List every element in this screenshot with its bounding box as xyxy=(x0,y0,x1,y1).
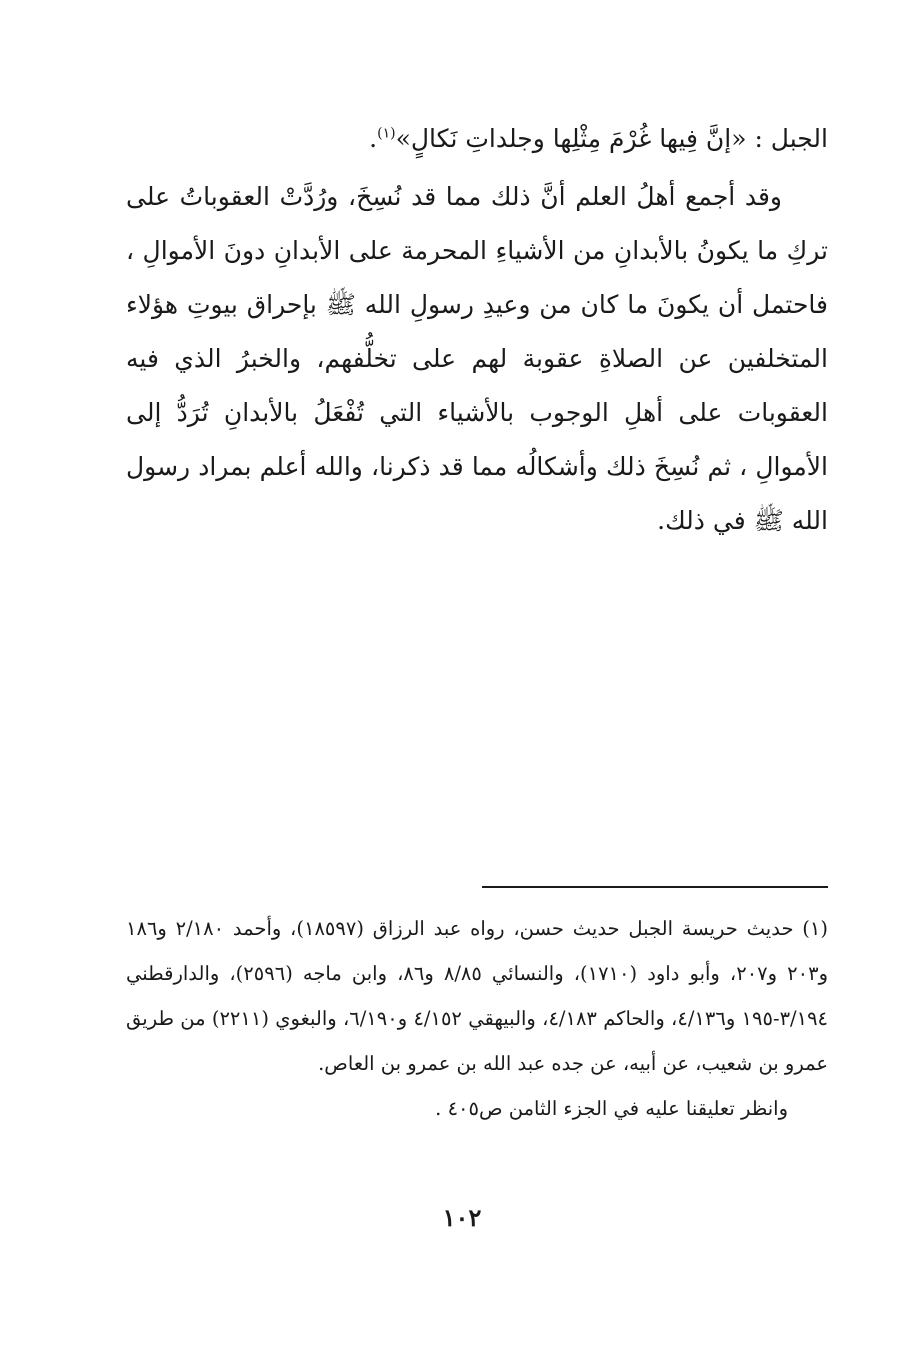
footnote-reference: (١) xyxy=(377,125,396,142)
footnote-cross-reference: وانظر تعليقنا عليه في الجزء الثامن ص٤٠٥ . xyxy=(435,1097,788,1120)
footnotes-block xyxy=(126,906,828,1131)
footnote-separator-rule xyxy=(482,886,828,888)
footnote-1: (١) حديث حريسة الجبل حديث حسن، رواه عبد الرزاق (١٨٥٩٧)، وأحمد ٢/١٨٠ و١٨٦ و٢٠٣ و٢٠٧، وأبو داود (١٧١٠)، والنسائي ٨/٨٥ و٨٦، وابن ماجه (٢٥٩٦)، والدارقطني ٣/١٩٤-١٩٥ و٤/١٣٦، والحاكم ٤/١٨٣، والبيهقي ٤/١٥٢ و٦/١٩٠، والبغوي (٢٢١١) من طريق عمرو بن شعيب، عن أبيه، عن جده عبد الله بن عمرو بن العاص. xyxy=(126,917,829,1075)
body-paragraph: وقد أجمع أهلُ العلم أنَّ ذلك مما قد نُسِخَ، ورُدَّتْ العقوباتُ على تركِ ما يكونُ بالأبدانِ من الأشياءِ المحرمة على الأبدانِ دونَ الأموالِ ، فاحتمل أن يكونَ ما كان من وعيدِ رسولِ الله ﷺ بإحراق بيوتِ هؤلاء المتخلفين عن الصلاةِ عقوبة لهم على تخلُّفهم، والخبرُ الذي فيه العقوبات على أهلِ الوجوب بالأشياء التي تُفْعَلُ بالأبدانِ تُرَدُّ إلى الأموالِ ، ثم نُسِخَ ذلك وأشكالُه مما قد ذكرنا، والله أعلم بمراد رسول الله ﷺ في ذلك. xyxy=(126,182,828,535)
opening-trailing-punctuation: . xyxy=(369,124,378,153)
main-text-block xyxy=(126,112,828,548)
page-number: ١٠٢ xyxy=(442,1203,482,1232)
opening-paragraph xyxy=(126,112,828,166)
opening-text: الجبل : «إنَّ فِيها غُرْمَ مِثْلِها وجلداتِ نَكالٍ» xyxy=(395,124,828,153)
